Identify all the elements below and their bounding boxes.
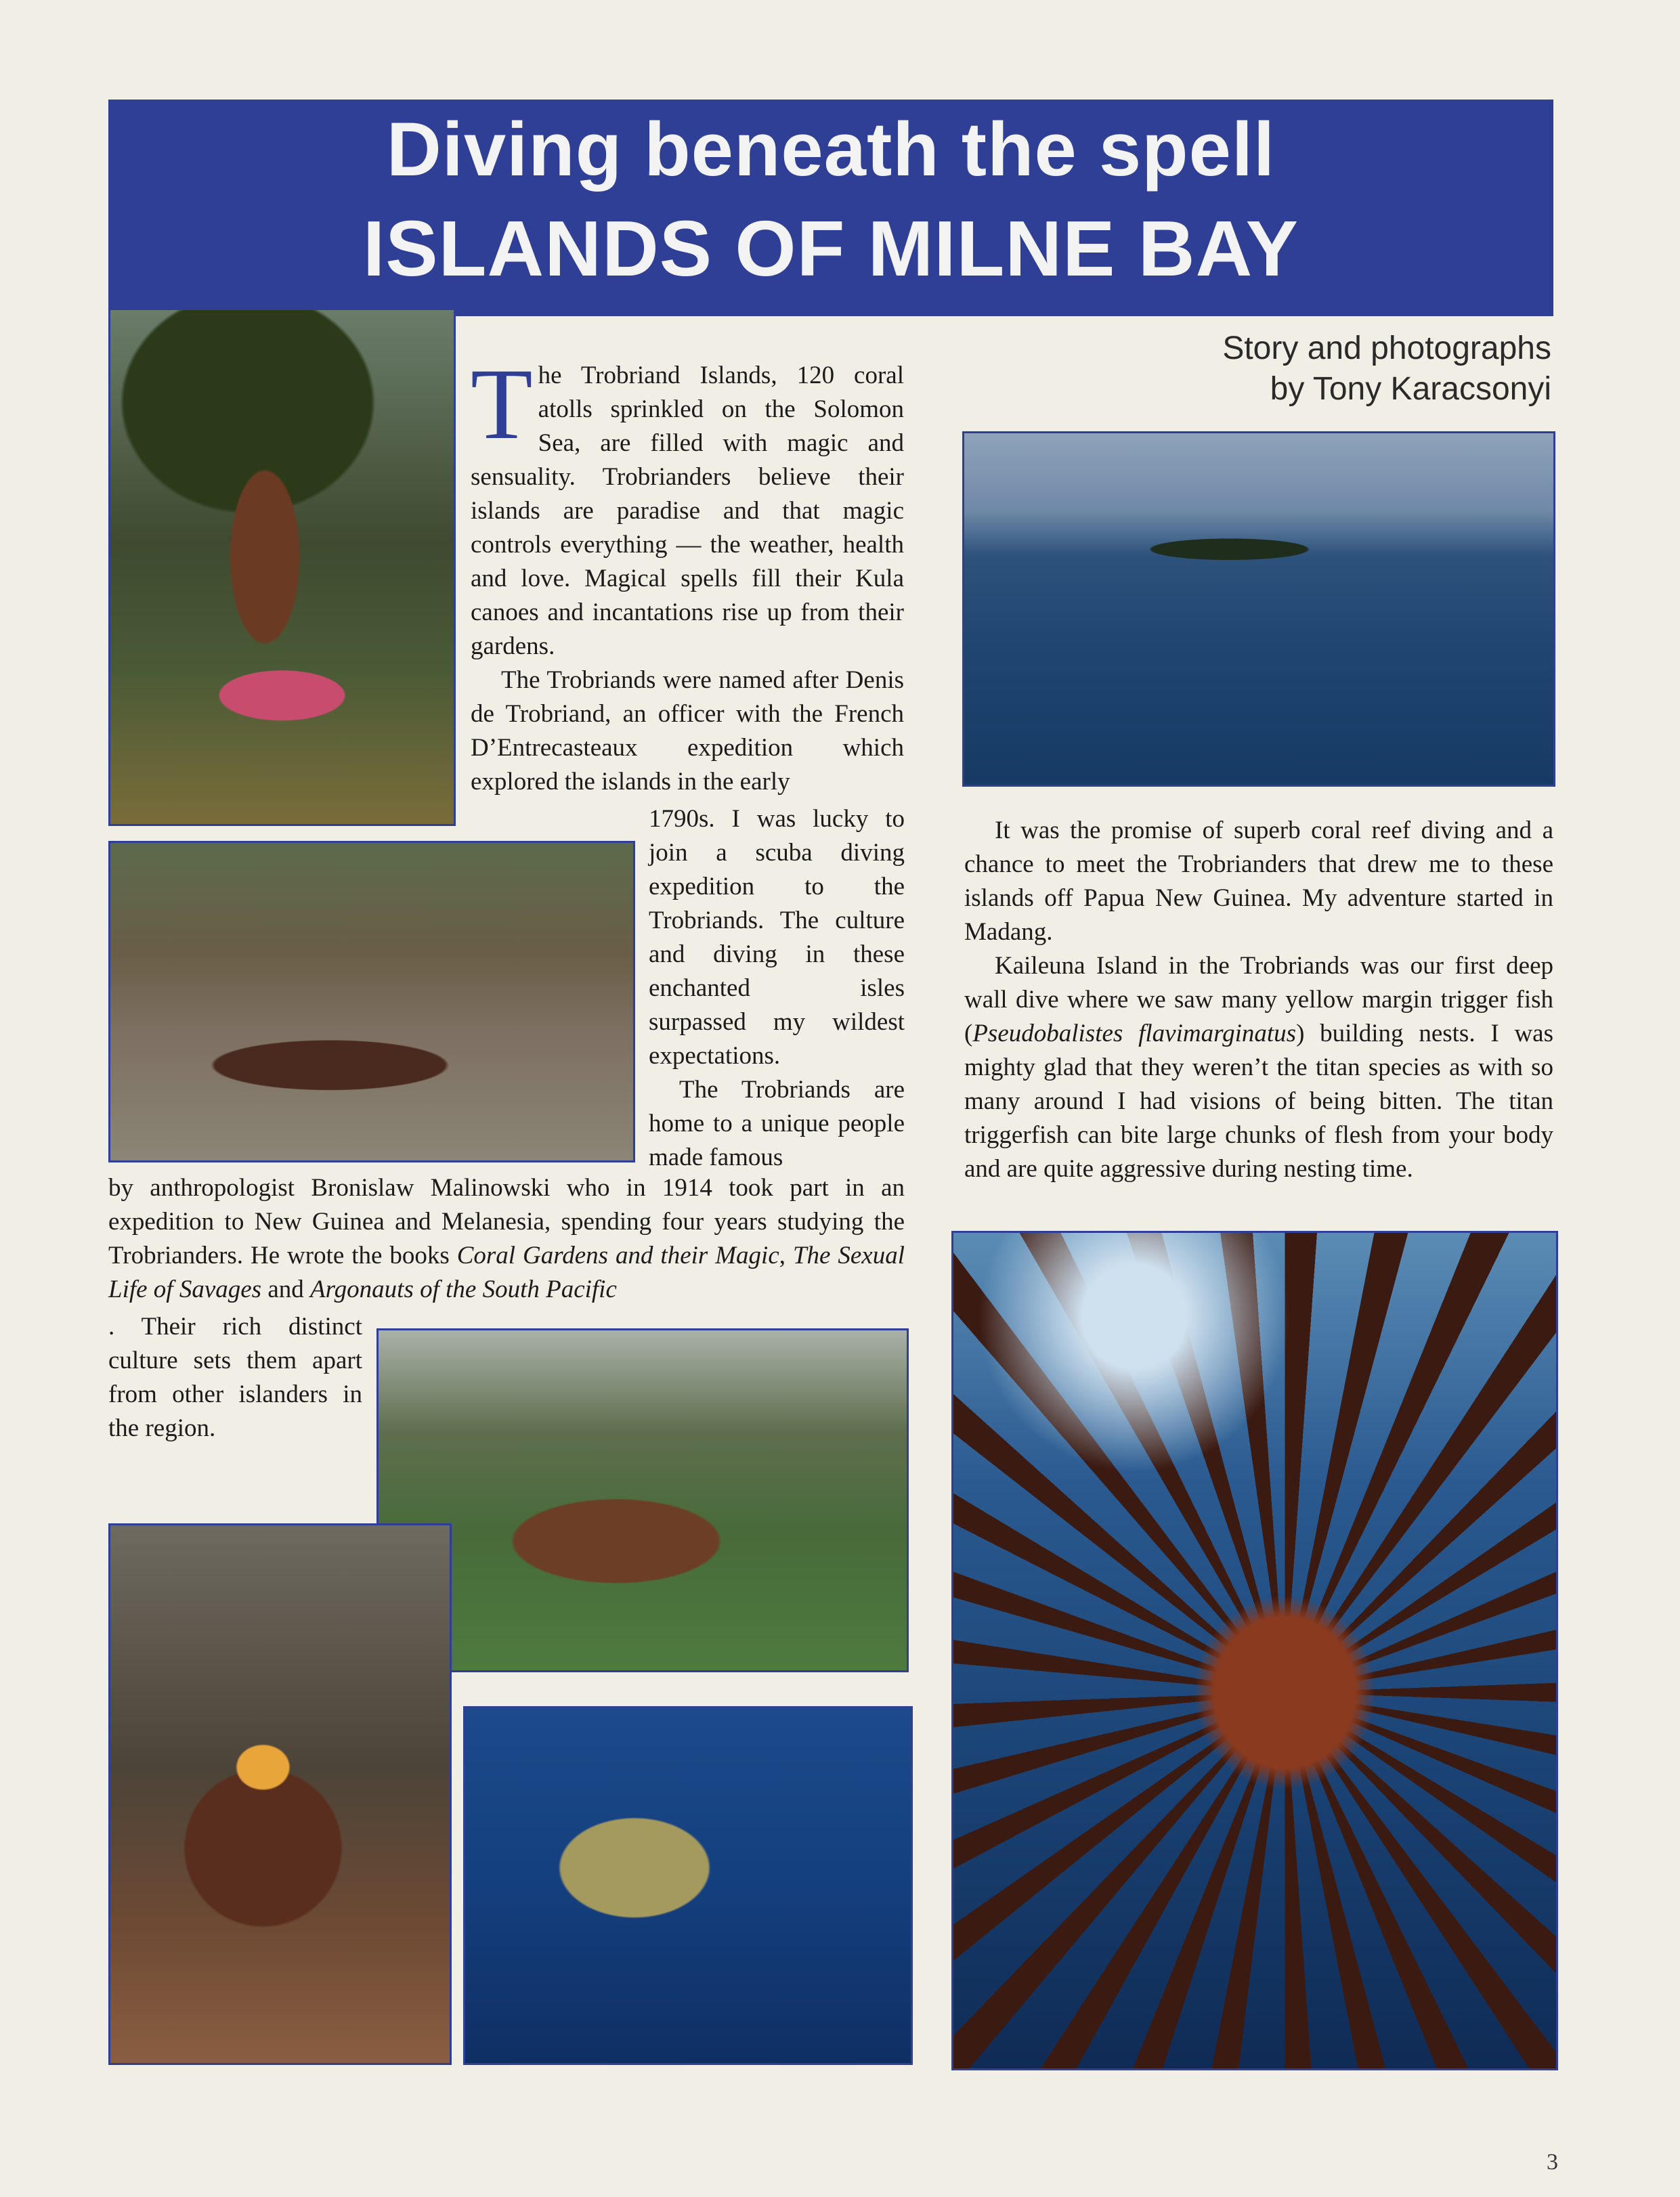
photo-smiling-girl bbox=[108, 1523, 452, 2065]
headline-line-1: Diving beneath the spell bbox=[386, 107, 1276, 192]
book-title-coral-gardens: Coral Gardens and their Magic bbox=[456, 1242, 779, 1269]
article-column-right: It was the promise of superb coral reef diving and a chance to meet the Trobrianders that drew me to these islands off Papua New Guinea. My adventure started in Madang. Kaileuna Island in the Trobriands was our first deep wall dive where we saw many yellow margin trigger fish (Pseudobalistes flavimarginatus) building nests. I was mighty glad that they weren’t the titan species as with so many around I had visions of being bitten. The titan triggerfish can bite large chunks of flesh from your body and are quite aggressive during nesting time. bbox=[964, 814, 1553, 1186]
paragraph-3-end: . Their rich distinct culture sets them apart from other islanders in the region. bbox=[108, 1313, 362, 1442]
photo-village-children bbox=[108, 841, 635, 1162]
paragraph-4: It was the promise of superb coral reef diving and a chance to meet the Trobrianders that drew me to these islands off Papua New Guinea. My adventure started in Madang. bbox=[964, 817, 1553, 946]
photo-sea-fan-diver bbox=[463, 1706, 913, 2065]
species-name: Pseudobalistes flavimarginatus bbox=[972, 1020, 1297, 1047]
byline-line-2: by Tony Karacsonyi bbox=[1270, 371, 1551, 407]
photo-group-dance bbox=[376, 1328, 909, 1672]
title-banner bbox=[108, 100, 1553, 316]
book-title-argonauts: Argonauts of the South Pacific bbox=[310, 1276, 617, 1303]
paragraph-1: he Trobriand Islands, 120 coral atolls sprinkled on the Solomon Sea, are filled with magic and sensuality. Trobrianders believe their islands are paradise and that magic controls everything — the weather, health and love. Magical spells fill their Kula canoes and incantations rise up from their gardens. bbox=[471, 362, 904, 660]
article-wide-paragraph: by anthropologist Bronislaw Malinowski who in 1914 took part in an expedition to New Guinea and Melanesia, spending four years studying the Trobrianders. He wrote the books Coral Gardens and their Magic, The Sexual Life of Savages and Argonauts of the South Pacific bbox=[108, 1174, 905, 1303]
byline bbox=[1222, 328, 1551, 410]
headline-line-2: ISLANDS OF MILNE BAY bbox=[362, 204, 1299, 292]
article-column-1 bbox=[471, 348, 904, 799]
byline-line-1: Story and photographs bbox=[1222, 330, 1551, 366]
paragraph-2-continued: 1790s. I was lucky to join a scuba diving expedition to the Trobriands. The culture and diving in these enchanted isles surpassed my wildest expectations. bbox=[649, 805, 905, 1070]
article-column-1b bbox=[649, 802, 905, 1175]
page-number: 3 bbox=[1547, 2150, 1558, 2175]
article-narrow-paragraph bbox=[108, 1310, 362, 1445]
paragraph-3-start: The Trobriands are home to a unique people made famous bbox=[649, 1076, 905, 1171]
paragraph-2: The Trobriands were named after Denis de Trobriand, an officer with the French D’Entrecasteaux expedition which explored the islands in the early bbox=[471, 666, 904, 796]
photo-dancer bbox=[108, 308, 456, 826]
drop-cap: T bbox=[471, 348, 533, 460]
photo-island-canoes bbox=[962, 431, 1555, 787]
photo-crinoid bbox=[951, 1231, 1558, 2070]
book-title-sexual-life: The Sexual Life of Savages bbox=[108, 1242, 905, 1303]
